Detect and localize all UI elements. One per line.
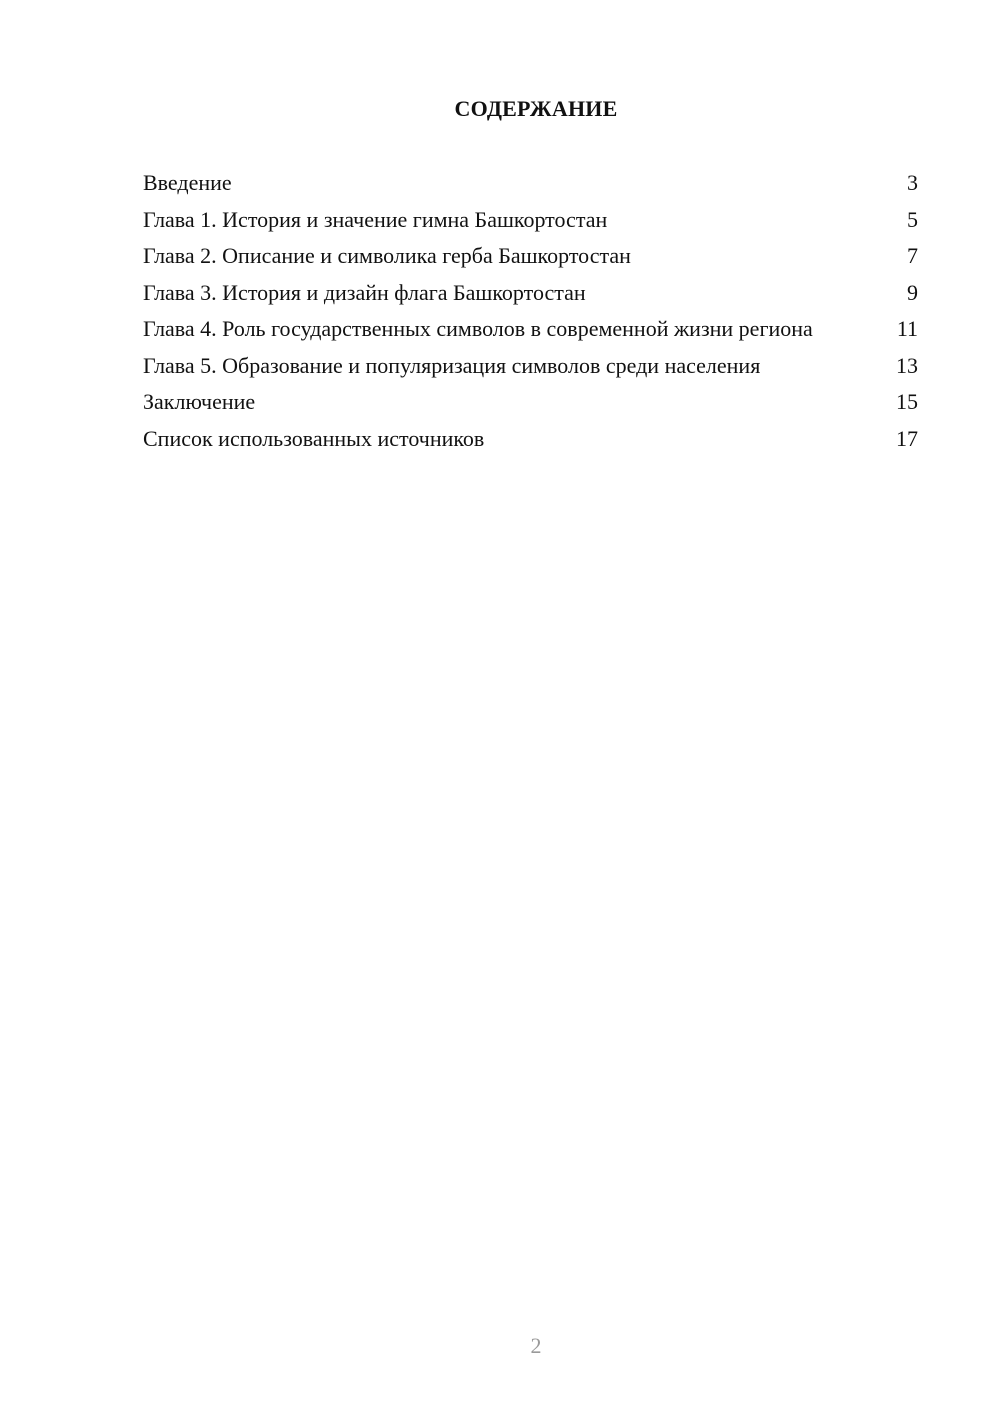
toc-entry-chapter-3[interactable] (143, 280, 918, 306)
toc-entry-chapter-5[interactable] (143, 353, 918, 379)
page-title: СОДЕРЖАНИЕ (454, 96, 618, 121)
toc-entry-label: Глава 5. Образование и популяризация символов среди населения (143, 352, 761, 378)
toc-entry-label: Список использованных источников (143, 425, 485, 451)
toc-entry-label: Глава 3. История и дизайн флага Башкортостан (143, 279, 586, 305)
toc-entry-conclusion[interactable] (143, 389, 918, 415)
toc-entry-page: 17 (896, 425, 918, 451)
toc-entry-label: Глава 1. История и значение гимна Башкортостан (143, 206, 608, 232)
toc-entry-chapter-4[interactable] (143, 316, 918, 342)
toc-entry-label: Заключение (143, 389, 256, 414)
toc-entry-page: 15 (896, 389, 918, 414)
toc-entry-label: Глава 2. Описание и символика герба Башкортостан (143, 243, 631, 268)
toc-entry-page: 7 (907, 243, 918, 268)
toc-entry-chapter-2[interactable] (143, 243, 918, 269)
toc-entry-label: Глава 4. Роль государственных символов в современной жизни региона (143, 316, 813, 341)
page-number: 2 (530, 1333, 542, 1358)
table-of-contents (143, 170, 918, 462)
toc-entry-references[interactable] (143, 426, 918, 452)
toc-entry-chapter-1[interactable] (143, 207, 918, 233)
toc-entry-label: Введение (143, 170, 232, 195)
toc-entry-page: 9 (907, 279, 918, 305)
toc-entry-page: 11 (896, 316, 918, 341)
toc-entry-introduction[interactable] (143, 170, 918, 196)
toc-entry-page: 5 (907, 206, 918, 232)
toc-entry-page: 13 (896, 352, 918, 378)
toc-entry-page: 3 (907, 170, 918, 195)
